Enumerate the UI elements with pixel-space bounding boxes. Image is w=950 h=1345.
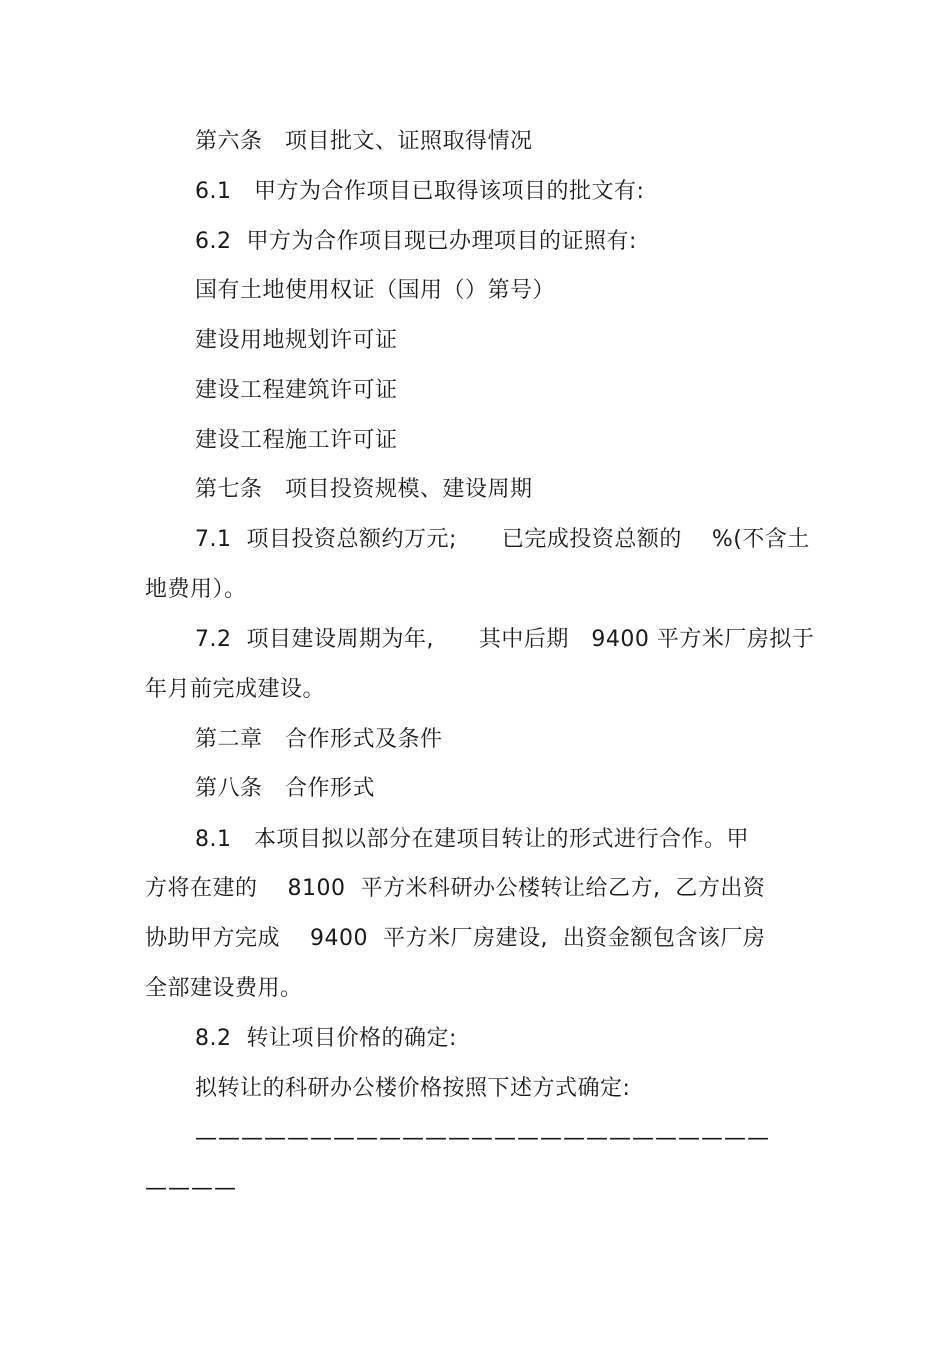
blank-fill-line-continued: ———— [145, 1176, 237, 1201]
clause-8-1: 8.1 本项目拟以部分在建项目转让的形式进行合作。甲 [195, 827, 749, 852]
article-7-heading: 第七条 项目投资规模、建设周期 [195, 477, 533, 502]
clause-8-1-line-2: 方将在建的 8100 平方米科研办公楼转让给乙方, 乙方出资 [145, 876, 766, 901]
article-8-heading: 第八条 合作形式 [195, 776, 375, 801]
clause-7-1: 7.1 项目投资总额约万元; 已完成投资总额的 %(不含土 [195, 527, 810, 552]
clause-8-1-line-4: 全部建设费用。 [145, 976, 303, 1001]
article-6-heading: 第六条 项目批文、证照取得情况 [195, 129, 533, 154]
clause-8-1-line-3: 协助甲方完成 9400 平方米厂房建设, 出资金额包含该厂房 [145, 926, 766, 951]
construction-permit: 建设工程施工许可证 [195, 428, 398, 453]
clause-7-2: 7.2 项目建设周期为年, 其中后期 9400 平方米厂房拟于 [195, 627, 815, 652]
blank-fill-line: ————————————————————————— [195, 1126, 770, 1151]
land-use-certificate: 国有土地使用权证（国用（）第号） [195, 278, 556, 303]
chapter-2-heading: 第二章 合作形式及条件 [195, 727, 443, 752]
pricing-method-intro: 拟转让的科研办公楼价格按照下述方式确定: [195, 1076, 631, 1101]
clause-7-2-continued: 年月前完成建设。 [145, 677, 326, 702]
clause-7-1-continued: 地费用）。 [145, 577, 247, 602]
planning-permit: 建设用地规划许可证 [195, 328, 398, 353]
clause-6-2: 6.2 甲方为合作项目现已办理项目的证照有: [195, 229, 637, 254]
clause-8-2: 8.2 转让项目价格的确定: [195, 1026, 457, 1051]
clause-6-1: 6.1 甲方为合作项目已取得该项目的批文有: [195, 179, 645, 204]
building-permit: 建设工程建筑许可证 [195, 378, 398, 403]
